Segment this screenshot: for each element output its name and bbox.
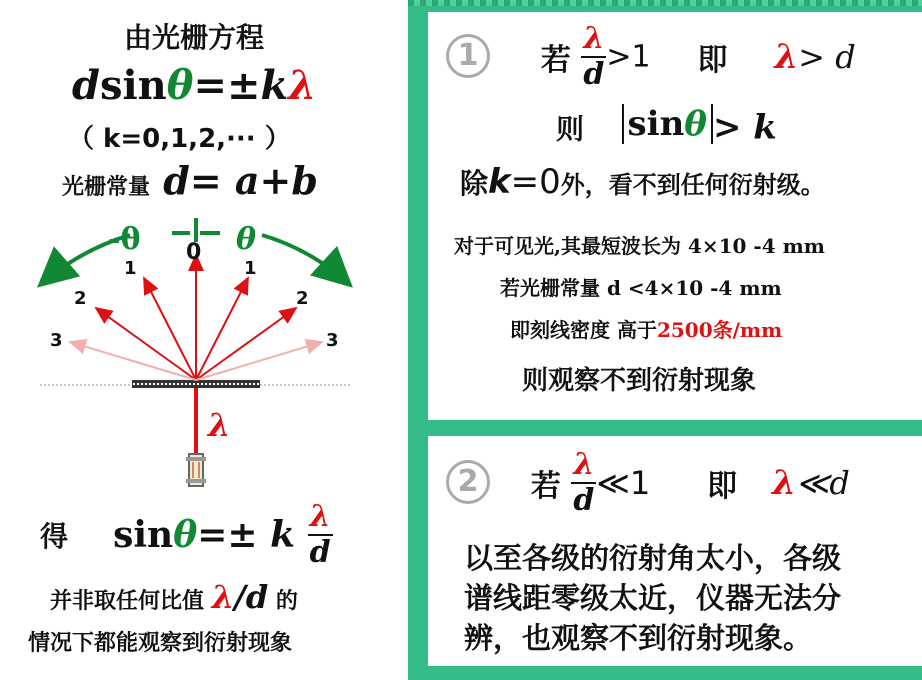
line-density-line: 即刻线密度 高于2500条/mm xyxy=(510,318,783,342)
grating-equation: dsinθ=±kλ xyxy=(72,62,317,109)
pos-angle-arc xyxy=(262,235,350,285)
case-2-text-2: 谱线距零级太近，仪器无法分 xyxy=(464,581,842,615)
k-values: （ k=0,1,2,··· ） xyxy=(68,124,291,154)
case-1-panel xyxy=(428,12,922,420)
case-1-then: 则 sinθ > k xyxy=(556,104,777,148)
order-2-right-label: 2 xyxy=(296,288,309,309)
left-title: 由光栅方程 xyxy=(124,21,265,54)
grating-constant-line: 若光栅常量 d <4×10 -4 mm xyxy=(500,276,782,300)
grating-constant: 光栅常量 d= a+b xyxy=(62,158,318,203)
case-1-condition: 1 若 $\frac{\lambda}{d}$ >1 即 λ> d xyxy=(446,24,856,90)
incident-lambda-label: λ xyxy=(208,406,231,444)
order-3-right-label: 3 xyxy=(326,330,339,351)
pos-theta-label: θ xyxy=(236,222,257,257)
order-2-left-label: 2 xyxy=(74,288,87,309)
case-2-panel xyxy=(428,436,922,666)
case-2-number: 2 xyxy=(446,460,490,504)
left-panel xyxy=(0,0,408,680)
neg-theta-label: -θ xyxy=(108,222,141,257)
result-equation: 得 sinθ=± k $\frac{\lambda}{d}$ xyxy=(40,499,331,570)
case-2-condition: 2 若 $\frac{\lambda}{d}$ ≪1 即 λ≪d xyxy=(446,450,850,516)
case-1-except: 除k=0外，看不到任何衍射级。 xyxy=(460,162,825,202)
order-0-label: 0 xyxy=(186,240,202,265)
conclusion-line: 则观察不到衍射现象 xyxy=(522,366,757,396)
note-line-2: 情况下都能观察到衍射现象 xyxy=(28,630,293,656)
visible-light-line: 对于可见光,其最短波长为 4×10 -4 mm xyxy=(454,234,825,258)
case-2-text-1: 以至各级的衍射角太小，各级 xyxy=(464,541,842,575)
case-1-number: 1 xyxy=(446,34,490,78)
grating xyxy=(132,380,260,388)
order-1-left-label: 1 xyxy=(124,258,137,279)
note-line-1: 并非取任何比值 λ/d 的 xyxy=(50,578,298,616)
order-1-right-label: 1 xyxy=(244,258,257,279)
case-2-text-3: 辨，也观察不到衍射现象。 xyxy=(464,621,813,655)
order-3-left-label: 3 xyxy=(50,330,63,351)
